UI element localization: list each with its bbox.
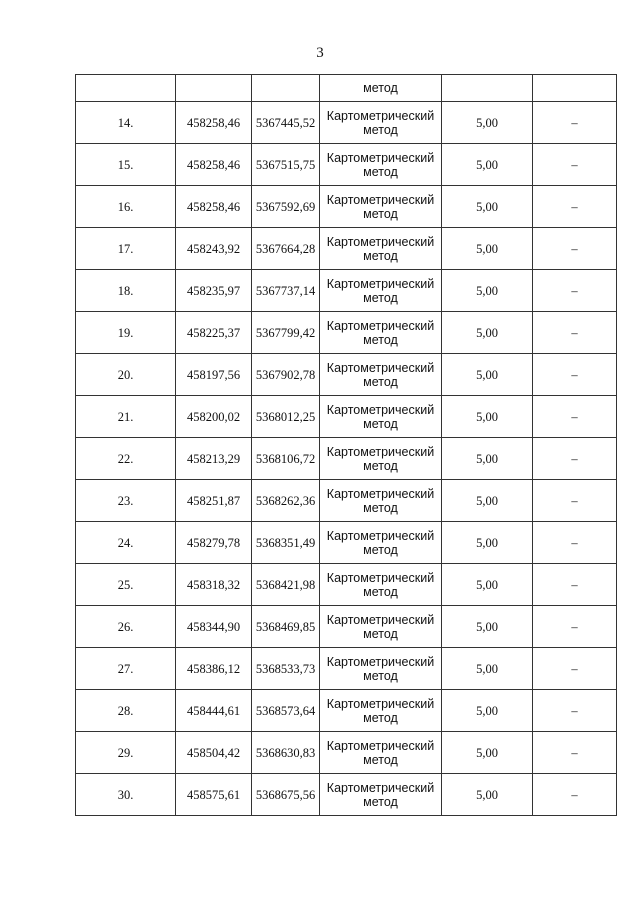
table-row — [76, 186, 617, 228]
note-cell: – — [533, 690, 617, 732]
method-cell: Картометрический метод — [320, 732, 442, 774]
table-row — [76, 606, 617, 648]
note-cell: – — [533, 564, 617, 606]
table-row — [76, 354, 617, 396]
coordinate-x: 458386,12 — [176, 648, 252, 690]
row-number: 30. — [76, 774, 176, 816]
coordinate-x: 458444,61 — [176, 690, 252, 732]
continuation-cell-num — [76, 75, 176, 102]
coordinate-y: 5367664,28 — [252, 228, 320, 270]
note-cell: – — [533, 774, 617, 816]
row-number: 19. — [76, 312, 176, 354]
note-cell: – — [533, 312, 617, 354]
accuracy-cell: 5,00 — [442, 270, 533, 312]
method-cell: Картометрический метод — [320, 354, 442, 396]
accuracy-cell: 5,00 — [442, 228, 533, 270]
coordinate-y: 5368469,85 — [252, 606, 320, 648]
row-number: 21. — [76, 396, 176, 438]
continuation-cell-accuracy — [442, 75, 533, 102]
coordinate-y: 5367592,69 — [252, 186, 320, 228]
accuracy-cell: 5,00 — [442, 438, 533, 480]
method-cell: Картометрический метод — [320, 396, 442, 438]
row-number: 27. — [76, 648, 176, 690]
continuation-row — [76, 75, 617, 102]
coordinate-y: 5368533,73 — [252, 648, 320, 690]
coordinate-x: 458251,87 — [176, 480, 252, 522]
method-cell: Картометрический метод — [320, 438, 442, 480]
coordinate-y: 5368351,49 — [252, 522, 320, 564]
method-cell: Картометрический метод — [320, 690, 442, 732]
coordinate-x: 458279,78 — [176, 522, 252, 564]
coordinate-x: 458225,37 — [176, 312, 252, 354]
coordinate-y: 5367515,75 — [252, 144, 320, 186]
accuracy-cell: 5,00 — [442, 732, 533, 774]
coordinate-x: 458235,97 — [176, 270, 252, 312]
coordinate-y: 5368012,25 — [252, 396, 320, 438]
table-row — [76, 564, 617, 606]
coordinate-y: 5367737,14 — [252, 270, 320, 312]
accuracy-cell: 5,00 — [442, 312, 533, 354]
method-cell: Картометрический метод — [320, 606, 442, 648]
coordinate-x: 458344,90 — [176, 606, 252, 648]
table-row — [76, 102, 617, 144]
table-row — [76, 732, 617, 774]
note-cell: – — [533, 354, 617, 396]
accuracy-cell: 5,00 — [442, 690, 533, 732]
method-cell: Картометрический метод — [320, 774, 442, 816]
note-cell: – — [533, 228, 617, 270]
accuracy-cell: 5,00 — [442, 396, 533, 438]
coordinate-x: 458575,61 — [176, 774, 252, 816]
coordinate-x: 458200,02 — [176, 396, 252, 438]
row-number: 22. — [76, 438, 176, 480]
continuation-cell-x — [176, 75, 252, 102]
method-cell: Картометрический метод — [320, 228, 442, 270]
coordinate-y: 5368421,98 — [252, 564, 320, 606]
continuation-cell-method: метод — [320, 75, 442, 102]
accuracy-cell: 5,00 — [442, 522, 533, 564]
coordinate-y: 5368630,83 — [252, 732, 320, 774]
coordinate-x: 458258,46 — [176, 186, 252, 228]
coordinate-y: 5368675,56 — [252, 774, 320, 816]
row-number: 15. — [76, 144, 176, 186]
table-row — [76, 690, 617, 732]
note-cell: – — [533, 396, 617, 438]
continuation-cell-y — [252, 75, 320, 102]
coordinate-x: 458197,56 — [176, 354, 252, 396]
row-number: 17. — [76, 228, 176, 270]
page-number: 3 — [316, 45, 324, 61]
note-cell: – — [533, 144, 617, 186]
coordinate-x: 458258,46 — [176, 144, 252, 186]
coordinate-y: 5367902,78 — [252, 354, 320, 396]
table-row — [76, 774, 617, 816]
accuracy-cell: 5,00 — [442, 648, 533, 690]
row-number: 24. — [76, 522, 176, 564]
row-number: 14. — [76, 102, 176, 144]
coordinate-x: 458258,46 — [176, 102, 252, 144]
note-cell: – — [533, 606, 617, 648]
accuracy-cell: 5,00 — [442, 606, 533, 648]
method-cell: Картометрический метод — [320, 522, 442, 564]
table-row — [76, 648, 617, 690]
row-number: 20. — [76, 354, 176, 396]
table-row — [76, 144, 617, 186]
table-row — [76, 270, 617, 312]
method-cell: Картометрический метод — [320, 564, 442, 606]
method-cell: Картометрический метод — [320, 144, 442, 186]
coordinates-table-body — [76, 75, 617, 816]
accuracy-cell: 5,00 — [442, 186, 533, 228]
note-cell: – — [533, 102, 617, 144]
accuracy-cell: 5,00 — [442, 102, 533, 144]
table-row — [76, 312, 617, 354]
note-cell: – — [533, 480, 617, 522]
coordinate-x: 458243,92 — [176, 228, 252, 270]
method-cell: Картометрический метод — [320, 648, 442, 690]
row-number: 16. — [76, 186, 176, 228]
row-number: 18. — [76, 270, 176, 312]
method-cell: Картометрический метод — [320, 270, 442, 312]
note-cell: – — [533, 648, 617, 690]
row-number: 29. — [76, 732, 176, 774]
coordinates-table — [75, 74, 617, 816]
note-cell: – — [533, 270, 617, 312]
table-row — [76, 438, 617, 480]
row-number: 23. — [76, 480, 176, 522]
coordinate-y: 5367445,52 — [252, 102, 320, 144]
row-number: 26. — [76, 606, 176, 648]
table-row — [76, 522, 617, 564]
method-cell: Картометрический метод — [320, 312, 442, 354]
accuracy-cell: 5,00 — [442, 144, 533, 186]
method-cell: Картометрический метод — [320, 186, 442, 228]
method-cell: Картометрический метод — [320, 102, 442, 144]
table-row — [76, 396, 617, 438]
coordinate-x: 458318,32 — [176, 564, 252, 606]
table-row — [76, 480, 617, 522]
note-cell: – — [533, 732, 617, 774]
coordinate-x: 458213,29 — [176, 438, 252, 480]
accuracy-cell: 5,00 — [442, 564, 533, 606]
table-row — [76, 228, 617, 270]
continuation-cell-note — [533, 75, 617, 102]
accuracy-cell: 5,00 — [442, 354, 533, 396]
accuracy-cell: 5,00 — [442, 774, 533, 816]
method-cell: Картометрический метод — [320, 480, 442, 522]
row-number: 25. — [76, 564, 176, 606]
row-number: 28. — [76, 690, 176, 732]
note-cell: – — [533, 186, 617, 228]
coordinate-y: 5368106,72 — [252, 438, 320, 480]
coordinate-y: 5368573,64 — [252, 690, 320, 732]
note-cell: – — [533, 438, 617, 480]
accuracy-cell: 5,00 — [442, 480, 533, 522]
coordinate-y: 5367799,42 — [252, 312, 320, 354]
coordinate-x: 458504,42 — [176, 732, 252, 774]
note-cell: – — [533, 522, 617, 564]
coordinate-y: 5368262,36 — [252, 480, 320, 522]
